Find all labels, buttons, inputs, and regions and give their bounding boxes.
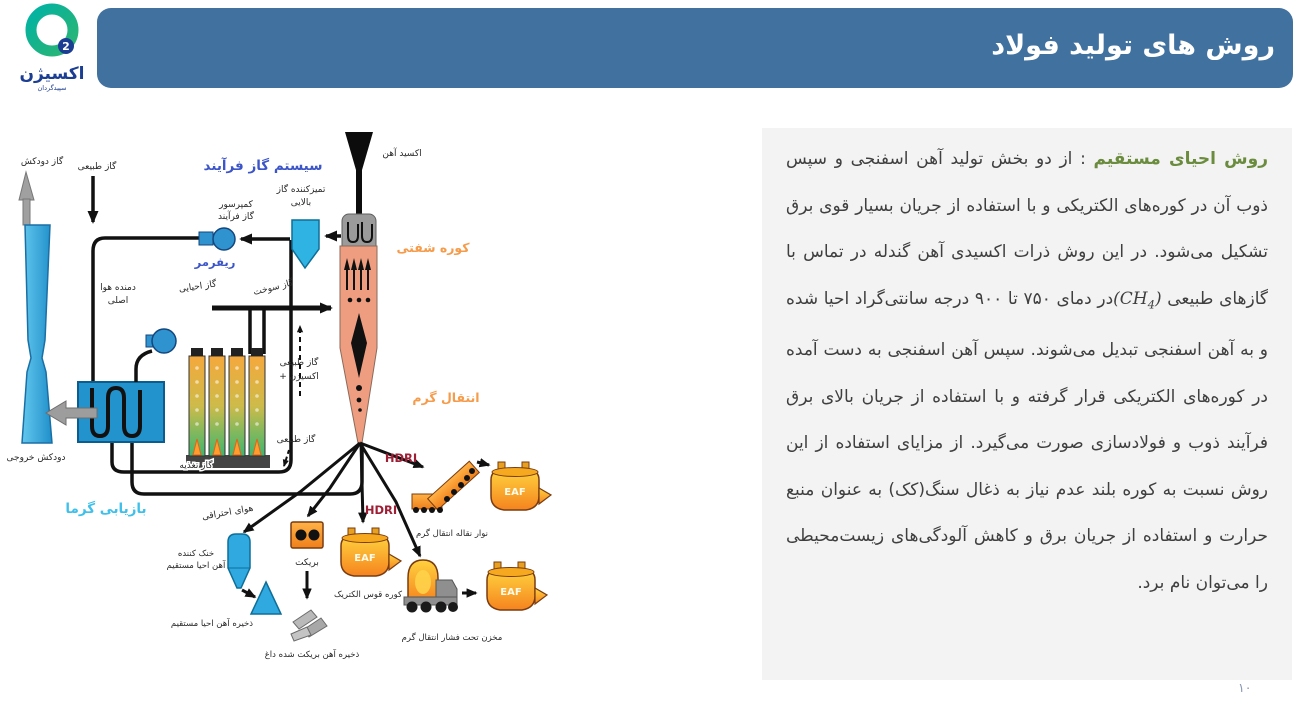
eaf-furnace-3 [487, 562, 547, 610]
reformer-unit [186, 348, 270, 468]
label-hdri-1: HDRI [384, 451, 418, 465]
arrow-cooler-to-storage [242, 590, 255, 597]
label-natural-gas-bottom: گاز طبیعی [276, 435, 316, 445]
reformer-riser-pipes [250, 308, 264, 354]
hot-conveyor-icon [412, 461, 479, 513]
hbi-pile-icon [291, 610, 327, 641]
label-hdri-2: HDRI [364, 503, 398, 517]
article-paragraph [786, 136, 1268, 606]
eaf-furnace-2 [491, 462, 551, 510]
label-eaf: کوره قوس الکتریک [333, 590, 403, 600]
label-feed-gas: گاز تغذیه [179, 461, 213, 471]
logo-symbol-sub: 2 [62, 40, 70, 53]
body-text-1: از دو بخش تولید آهن اسفنجی و سپس ذوب آن در کوره‌های الکتریکی و با استفاده از جریان بسیار قوی برق تشکیل می‌شود. در این روش ذرات اکسیدی آهن گندله در تماس با گازهای طبیعی [786, 149, 1269, 309]
label-compressor-1: کمپرسور [219, 200, 253, 210]
label-briquette: بریکت [295, 558, 319, 568]
pressure-vessel-truck-icon [404, 560, 458, 613]
label-natural-gas-top: گاز طبیعی [77, 162, 117, 172]
label-dri-storage: ذخیره آهن احیا مستقیم [170, 619, 254, 629]
arrow-conveyor-to-eaf [477, 462, 489, 465]
label-exit-stack: دودکش خروجی [6, 453, 66, 463]
label-combustion-air: هوای احتراقی [201, 503, 255, 523]
label-shaft-furnace: کوره شفتی [396, 240, 470, 255]
dri-storage-pile-icon [251, 582, 281, 614]
label-dri-cooler-1: خنک کننده [177, 549, 215, 559]
text-panel [762, 128, 1292, 680]
header-bar [97, 8, 1293, 88]
label-fuel-gas: گاز سوخت [252, 278, 295, 298]
eaf-furnace-1 [341, 528, 401, 576]
page-title: روش های تولید فولاد [991, 29, 1275, 61]
label-reformer: ریفرمر [194, 255, 236, 269]
label-reducing-gas: گاز احیایی [178, 279, 218, 295]
ch4-formula [1113, 289, 1161, 309]
label-process-gas-system: سیستم گاز فرآیند [203, 158, 323, 174]
logo-brand-text: اکسیژن [19, 64, 85, 84]
article-heading: روش احیای مستقیم [1093, 149, 1268, 169]
briquette-machine-icon [291, 522, 323, 548]
dri-cooler-icon [228, 534, 250, 588]
formula-subscript: 4 [1147, 296, 1155, 311]
pipe-compressor-return [93, 238, 200, 381]
main-air-blower-icon [136, 329, 176, 382]
label-iron-oxide: اکسید آهن [382, 149, 422, 159]
label-dri-cooler-2: آهن احیا مستقیم [166, 561, 226, 571]
exit-stack-shape [22, 225, 52, 443]
ng-bottom-dashed-arrow [284, 450, 289, 466]
label-hot-transfer: انتقال گرم [412, 390, 480, 405]
label-compressor-2: گاز فرآیند [218, 212, 254, 222]
label-ng-oxygen-2: + اکسیژن [279, 372, 319, 382]
label-pressure-vessel: مخزن تحت فشار انتقال گرم [401, 633, 503, 643]
top-gas-cleaner-icon [292, 220, 319, 268]
company-logo [14, 2, 90, 92]
heading-separator: : [1072, 149, 1094, 169]
body-text-2: در دمای ۷۵۰ تا ۹۰۰ درجه سانتی‌گراد احیا شده و به آهن اسفنجی تبدیل می‌شوند. سپس آهن اسفنجی به دست آمده در کوره‌های الکتریکی قرار گرفته و با استفاده از جریان بالای برق فرآیند ذوب و فولادسازی صورت می‌گیرد. از مزایای استفاده از این روش نسبت به کوره بلند عدم نیاز به ذغال سنگ(کک) به عنوان منبع حرارت و استفاده از جریان برق و کاهش آلودگی‌های زیست‌محیطی را می‌توان نام برد. [786, 288, 1268, 593]
label-heat-recovery: بازیابی گرما [65, 501, 147, 517]
process-gas-compressor-icon [199, 228, 235, 250]
page-number: ۱۰ [1238, 680, 1252, 695]
chimney-exhaust-arrow-icon [19, 172, 34, 225]
label-air-blower-1: دمنده هوا [100, 283, 136, 293]
dri-process-diagram: EAF گاز دودکش دودکش خروجی گاز طبیعی سیستم گاز فرآیند کمپرسور گاز فرآیند ریفرمر تمیزکننده گاز بالایی اکسید آهن کوره شفتی گاز احیایی گاز سوخت دمنده هوا اصلی گاز طبیعی + اکسیژن انتقال گرم گاز طبیعی گاز تغذیه بازیابی گرما هوای احتراقی HDRI HDRI خنک کننده آهن احیا مستقیم ذخیره آهن احیا مستقیم بریکت ذخیره آهن بریکت شده داغ کوره قوس الکتریک نوار نقاله انتقال گرم مخزن تحت فشار انتقال گرم [0, 110, 750, 706]
label-air-blower-2: اصلی [107, 296, 129, 306]
formula-base: (CH [1113, 288, 1148, 309]
iron-oxide-funnel-icon [345, 132, 373, 218]
label-chimney-gas: گاز دودکش [20, 157, 64, 167]
label-cleaner-1: تمیزکننده گاز [276, 185, 326, 195]
label-cleaner-2: بالایی [290, 198, 312, 208]
label-hot-conveyor: نوار نقاله انتقال گرم [415, 529, 489, 539]
label-ng-oxygen-1: گاز طبیعی [279, 358, 319, 368]
logo-slogan-text: سپیدگردان [37, 84, 67, 92]
oxygen-logo-icon [19, 2, 85, 64]
formula-close: ) [1154, 288, 1162, 309]
label-hbi-storage: ذخیره آهن بریکت شده داغ [264, 650, 360, 660]
